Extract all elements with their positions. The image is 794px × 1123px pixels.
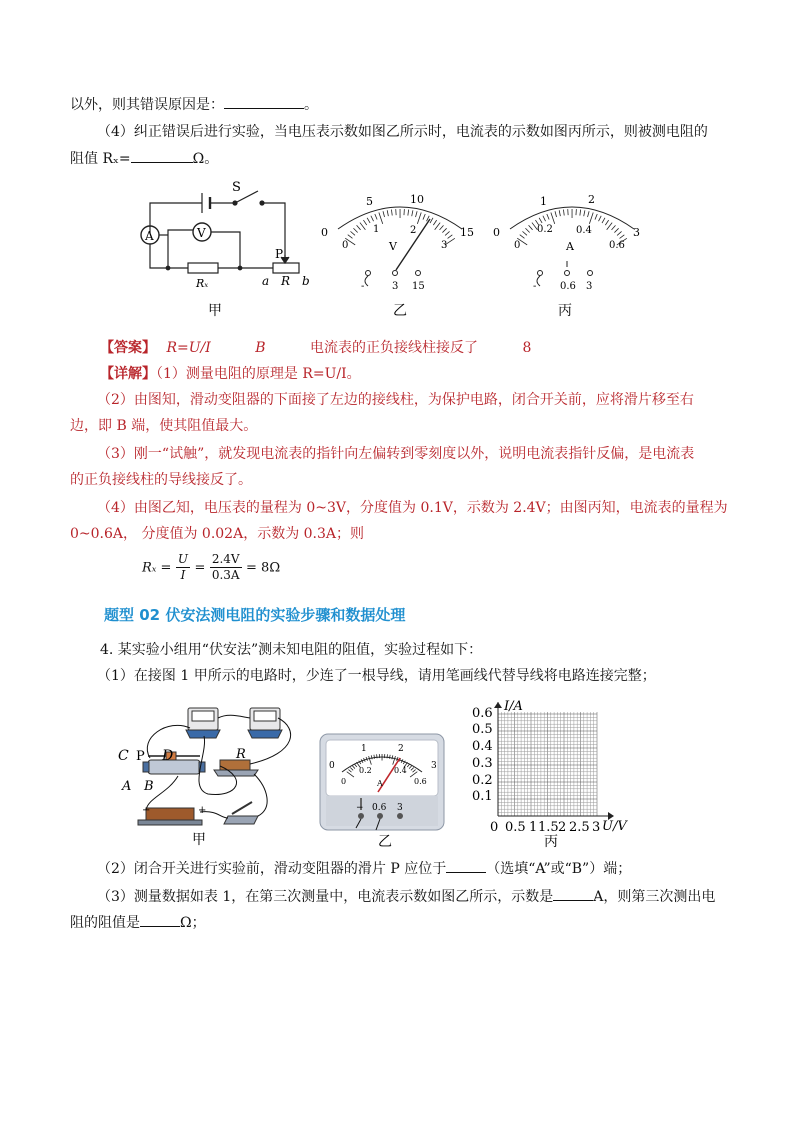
caption-bing-2: 丙 bbox=[544, 834, 558, 850]
svg-text:A: A bbox=[377, 779, 383, 788]
slider-position-blank[interactable] bbox=[446, 858, 486, 873]
svg-text:0.1: 0.1 bbox=[472, 789, 493, 804]
section-title: 题型 02 伏安法测电阻的实验步骤和数据处理 bbox=[104, 606, 406, 624]
svg-text:0.6: 0.6 bbox=[372, 803, 387, 813]
q4-line2: 阻值 Rₓ= Ω。 bbox=[70, 148, 218, 169]
ammeter-symbol: A bbox=[145, 229, 154, 243]
svg-text:−: − bbox=[142, 805, 151, 816]
svg-text:5: 5 bbox=[366, 195, 373, 208]
svg-text:0: 0 bbox=[342, 240, 349, 251]
q3-tail: 以外，则其错误原因是： 。 bbox=[70, 94, 318, 115]
resistor-label: Rₓ bbox=[196, 277, 209, 290]
svg-text:0.4: 0.4 bbox=[576, 225, 592, 236]
svg-text:10: 10 bbox=[410, 193, 424, 206]
svg-text:V: V bbox=[389, 240, 397, 253]
resistance-blank[interactable] bbox=[131, 148, 193, 163]
svg-text:3: 3 bbox=[586, 281, 593, 292]
svg-text:3: 3 bbox=[392, 281, 399, 292]
voltmeter-symbol: V bbox=[197, 226, 206, 240]
svg-text:15: 15 bbox=[460, 226, 474, 239]
caption-jia-2: 甲 bbox=[192, 832, 206, 848]
svg-text:1: 1 bbox=[361, 744, 367, 754]
figure-2 bbox=[108, 698, 648, 850]
svg-text:I/A: I/A bbox=[504, 699, 523, 714]
svg-text:2.5: 2.5 bbox=[569, 820, 590, 835]
svg-text:−: − bbox=[356, 803, 364, 813]
svg-text:U/V: U/V bbox=[602, 819, 627, 834]
svg-text:0: 0 bbox=[329, 761, 335, 771]
svg-text:0.6: 0.6 bbox=[414, 777, 427, 786]
svg-text:0: 0 bbox=[493, 226, 500, 239]
detail-p2b: 边，即 B 端，使其阻值最大。 bbox=[70, 418, 258, 434]
svg-text:1.5: 1.5 bbox=[538, 820, 559, 835]
detail-p3a: （3）刚一“试触”，就发现电流表的指针向左偏转到零刻度以外，说明电流表指针反偏，是电流表 bbox=[97, 446, 695, 462]
svg-text:3: 3 bbox=[592, 820, 601, 835]
svg-text:0.2: 0.2 bbox=[472, 773, 493, 788]
svg-text:3: 3 bbox=[633, 226, 640, 239]
svg-text:0.2: 0.2 bbox=[537, 224, 553, 235]
svg-text:0.6: 0.6 bbox=[609, 240, 625, 251]
svg-text:1: 1 bbox=[373, 224, 380, 235]
svg-text:0.3: 0.3 bbox=[472, 756, 493, 771]
iu-graph bbox=[494, 702, 614, 820]
answer-line: 【答案】 R=U/I B 电流表的正负接线柱接反了 8 bbox=[100, 340, 532, 356]
svg-text:R: R bbox=[236, 747, 246, 762]
svg-text:D: D bbox=[162, 748, 174, 764]
detail-p4a: （4）由图乙知，电压表的量程为 0~3V，分度值为 0.1V，示数为 2.4V；由图丙知，电流表的量程为 bbox=[97, 500, 728, 516]
slider-label: P bbox=[275, 247, 284, 261]
svg-text:0.4: 0.4 bbox=[394, 766, 407, 775]
q4b-intro: 4. 某实验小组用“伏安法”测未知电阻的阻值，实验过程如下： bbox=[100, 642, 483, 658]
svg-text:2: 2 bbox=[588, 193, 595, 206]
caption-yi: 乙 bbox=[393, 303, 407, 319]
svg-text:A: A bbox=[566, 240, 574, 253]
rheostat-b: b bbox=[302, 274, 310, 288]
physical-circuit bbox=[138, 708, 291, 825]
svg-text:0.5: 0.5 bbox=[505, 820, 526, 835]
caption-yi-2: 乙 bbox=[378, 834, 392, 850]
svg-text:0: 0 bbox=[514, 240, 521, 251]
voltmeter-dial bbox=[338, 207, 462, 270]
svg-text:0.2: 0.2 bbox=[359, 766, 372, 775]
svg-text:0: 0 bbox=[490, 820, 499, 835]
svg-text:0.4: 0.4 bbox=[472, 739, 493, 754]
svg-text:0.5: 0.5 bbox=[472, 722, 493, 737]
svg-text:P: P bbox=[136, 749, 145, 764]
answer-blank[interactable] bbox=[224, 94, 304, 109]
svg-text:2: 2 bbox=[410, 225, 417, 236]
q4b-p3: （3）测量数据如表 1，在第三次测量中，电流表示数如图乙所示，示数是 A，则第三次测出电 bbox=[97, 886, 715, 907]
q4b-p3-cont: 阻的阻值是 Ω； bbox=[70, 912, 206, 933]
svg-text:+: + bbox=[198, 805, 207, 816]
figure-1 bbox=[130, 175, 670, 325]
svg-text:0: 0 bbox=[321, 226, 328, 239]
detail-p3b: 的正负接线柱的导线接反了。 bbox=[70, 472, 252, 488]
rheostat-a: a bbox=[262, 274, 270, 288]
svg-text:2: 2 bbox=[558, 820, 567, 835]
svg-text:A: A bbox=[122, 779, 132, 794]
q4b-p1: （1）在接图 1 甲所示的电路时，少连了一根导线，请用笔画线代替导线将电路连接完整； bbox=[97, 668, 656, 684]
svg-text:15: 15 bbox=[412, 281, 425, 292]
svg-text:-: - bbox=[361, 281, 365, 292]
svg-text:2: 2 bbox=[398, 744, 404, 754]
svg-text:3: 3 bbox=[397, 803, 403, 813]
svg-text:0.6: 0.6 bbox=[560, 281, 576, 292]
detail-p2a: （2）由图知，滑动变阻器的下面接了左边的接线柱，为保护电路，闭合开关前，应将滑片移至右 bbox=[97, 392, 694, 408]
svg-text:0: 0 bbox=[341, 777, 347, 786]
q4-line1: （4）纠正错误后进行实验，当电压表示数如图乙所示时，电流表的示数如图丙所示，则被测电阻的 bbox=[97, 124, 708, 140]
svg-text:3: 3 bbox=[431, 761, 437, 771]
equation: Rₓ = $\frac{U}{I}$ = $\frac{2.4V}{0.3A}$ = 8Ω bbox=[142, 552, 281, 582]
svg-text:B: B bbox=[144, 779, 154, 794]
rheostat-r: R bbox=[281, 274, 291, 288]
current-reading-blank[interactable] bbox=[553, 886, 593, 901]
detail-line1: 【详解】（1）测量电阻的原理是 R=U/I。 bbox=[100, 366, 361, 382]
switch-label: S bbox=[232, 180, 241, 195]
q4b-p2: （2）闭合开关进行实验前，滑动变阻器的滑片 P 应位于 （选填“A”或“B”）端； bbox=[97, 858, 631, 879]
svg-text:1: 1 bbox=[529, 820, 538, 835]
resistance-value-blank[interactable] bbox=[140, 912, 180, 927]
svg-text:1: 1 bbox=[540, 195, 547, 208]
svg-text:0.6: 0.6 bbox=[472, 706, 493, 721]
caption-jia: 甲 bbox=[208, 303, 222, 319]
svg-text:-: - bbox=[533, 281, 537, 292]
svg-text:C: C bbox=[118, 748, 129, 764]
svg-text:3: 3 bbox=[441, 240, 448, 251]
caption-bing: 丙 bbox=[558, 303, 572, 319]
detail-p4b: 0~0.6A， 分度值为 0.02A，示数为 0.3A；则 bbox=[70, 526, 365, 542]
